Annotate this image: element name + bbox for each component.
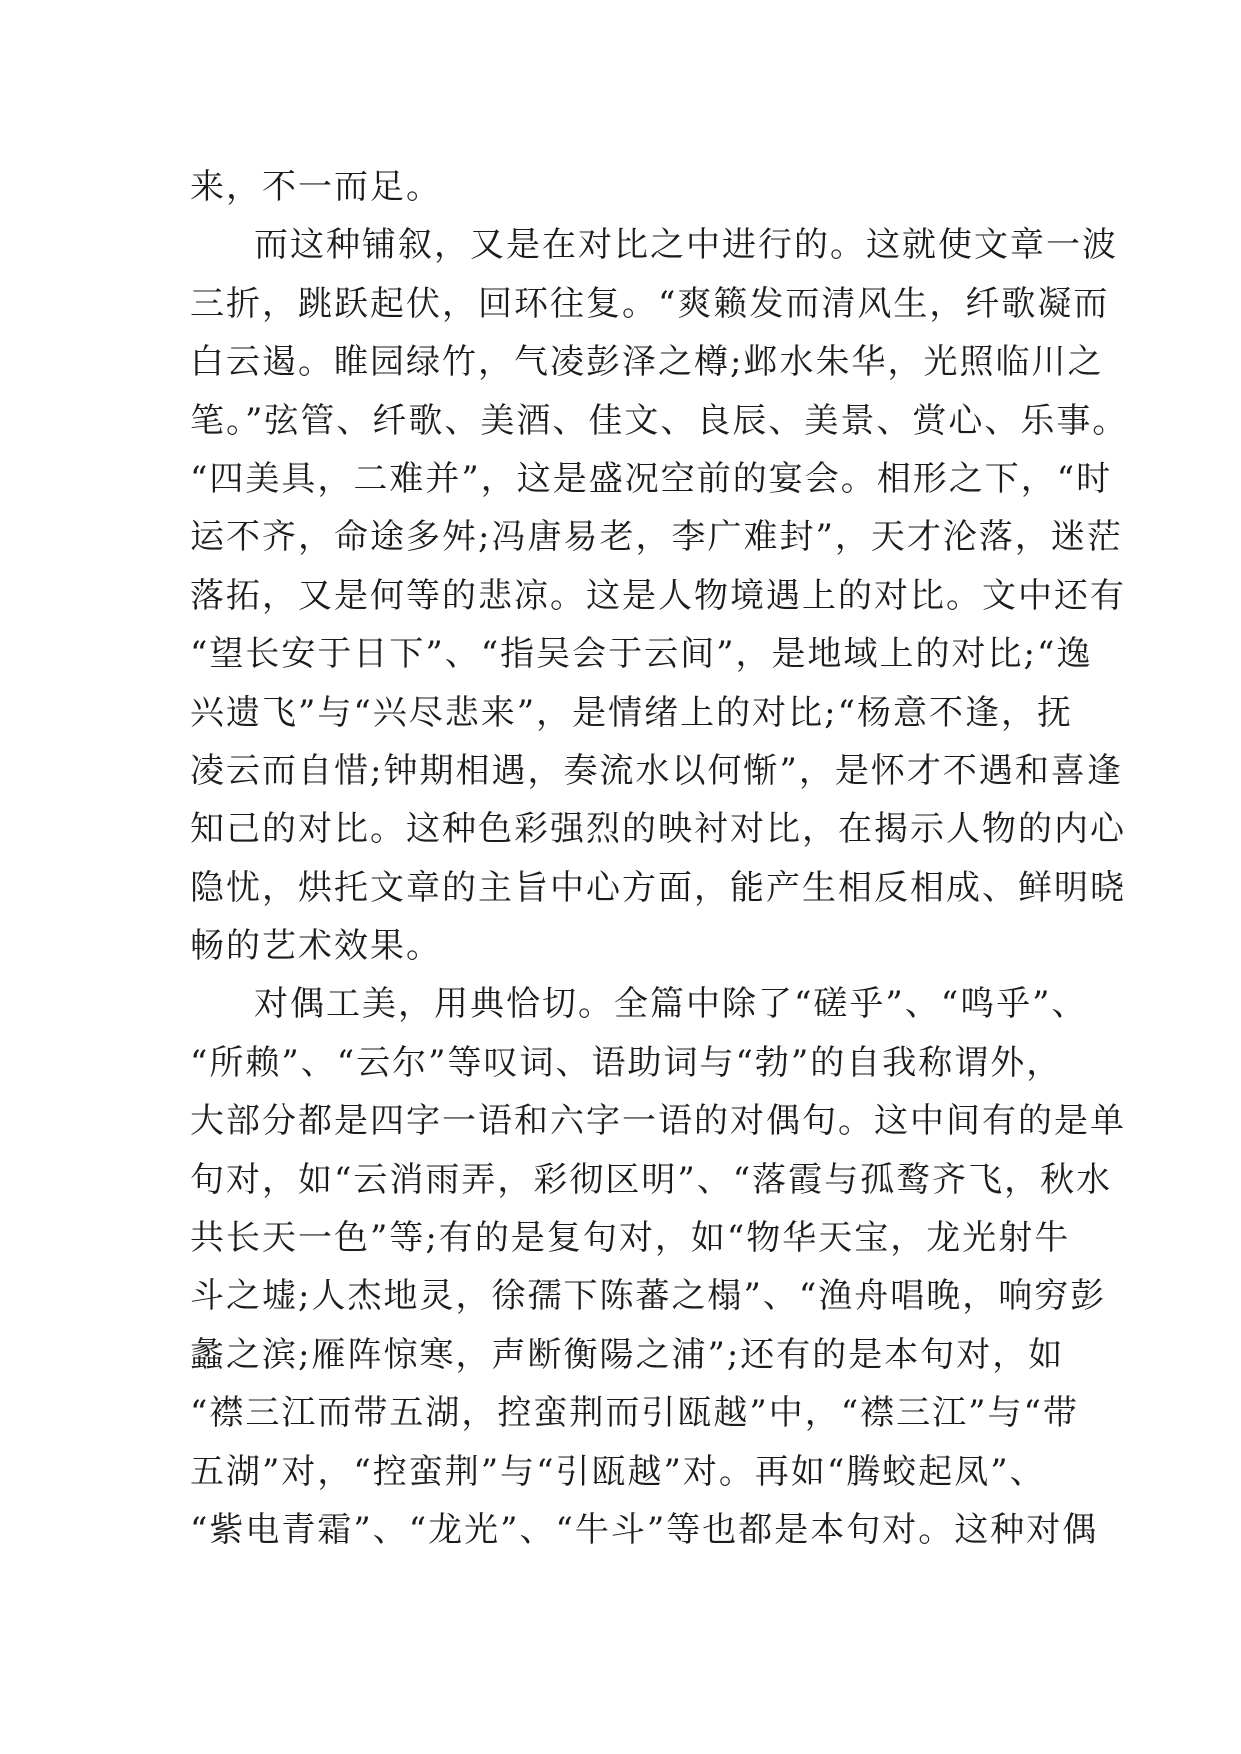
text-line: 凌云而自惜;钟期相遇，奏流水以何惭”，是怀才不遇和喜逢 [190, 750, 1123, 791]
text-line: 运不齐，命途多舛;冯唐易老，李广难封”，天才沦落，迷茫 [190, 517, 1123, 558]
text-line: 笔。”弦管、纤歌、美酒、佳文、良辰、美景、赏心、乐事。 [190, 400, 1129, 441]
text-line: 畅的艺术效果。 [190, 926, 442, 967]
paragraph-start-line: 而这种铺叙，又是在对比之中进行的。这就使文章一波 [254, 225, 1118, 266]
text-line: 五湖”对，“控蛮荆”与“引瓯越”对。再如“腾蛟起凤”、 [190, 1451, 1046, 1492]
text-line: “所赖”、“云尔”等叹词、语助词与“勃”的自我称谓外， [190, 1042, 1063, 1083]
text-line: “四美具，二难并”，这是盛况空前的宴会。相形之下，“时 [190, 458, 1113, 499]
text-line: 大部分都是四字一语和六字一语的对偶句。这中间有的是单 [190, 1101, 1126, 1142]
text-line: “襟三江而带五湖，控蛮荆而引瓯越”中，“襟三江”与“带 [190, 1393, 1079, 1434]
text-line: “紫电青霜”、“龙光”、“牛斗”等也都是本句对。这种对偶 [190, 1509, 1099, 1550]
text-line: 斗之墟;人杰地灵，徐孺下陈蕃之榻”、“渔舟唱晚，响穷彭 [190, 1276, 1107, 1317]
text-line: 知己的对比。这种色彩强烈的映衬对比，在揭示人物的内心 [190, 809, 1126, 850]
paragraph-start-line: 对偶工美，用典恰切。全篇中除了“磋乎”、“鸣乎”、 [254, 984, 1088, 1025]
text-line: 来，不一而足。 [190, 167, 442, 207]
text-line: 落拓，又是何等的悲凉。这是人物境遇上的对比。文中还有 [190, 575, 1126, 616]
body-text [190, 158, 1129, 1559]
text-line: 白云遏。睢园绿竹，气凌彭泽之樽;邺水朱华，光照临川之 [190, 342, 1104, 383]
text-line: 三折，跳跃起伏，回环往复。“爽籁发而清风生，纤歌凝而 [190, 283, 1110, 324]
text-line: 句对，如“云消雨弄，彩彻区明”、“落霞与孤鹜齐飞，秋水 [190, 1159, 1113, 1200]
text-line: 共长天一色”等;有的是复句对，如“物华天宝，龙光射牛 [190, 1218, 1071, 1259]
text-line: “望长安于日下”、“指吴会于云间”，是地域上的对比;“逸 [190, 634, 1093, 675]
text-line: 兴遗飞”与“兴尽悲来”，是情绪上的对比;“杨意不逢，抚 [190, 692, 1073, 733]
text-line: 隐忧，烘托文章的主旨中心方面，能产生相反相成、鲜明晓 [190, 867, 1126, 908]
text-line: 蠡之滨;雁阵惊寒，声断衡陽之浦”;还有的是本句对，如 [190, 1334, 1065, 1375]
